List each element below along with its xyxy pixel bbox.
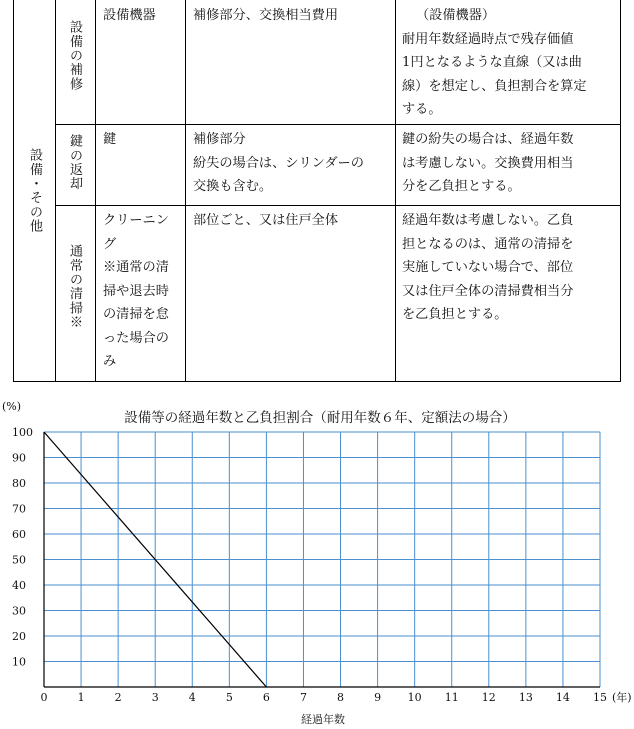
note-line: 担となるのは、通常の清掃を	[402, 236, 574, 252]
y-tick-label: 50	[12, 553, 26, 567]
y-tick-labels	[12, 426, 33, 669]
y-tick-label: 80	[12, 477, 26, 490]
row-item: 設備機器	[103, 8, 156, 23]
row-group-label: 鍵の返却	[67, 134, 82, 191]
row-unit: 部位ごと、又は住戸全体	[193, 213, 339, 228]
x-axis-label: 経過年数	[301, 713, 345, 726]
note-line: 分を乙負担とする。	[402, 179, 521, 194]
y-tick-label: 20	[12, 630, 26, 643]
table-border-right	[620, 0, 621, 382]
note-line: 実施していない場合で、部位	[402, 260, 574, 275]
x-tick-label: 13	[518, 691, 533, 704]
item-line: クリーニン	[103, 213, 169, 228]
item-line: った場合の	[103, 330, 169, 346]
row-note	[402, 128, 617, 199]
chart-title: 設備等の経過年数と乙負担割合（耐用年数６年、定額法の場合）	[124, 410, 516, 426]
item-line: み	[103, 354, 117, 369]
row-note	[402, 4, 617, 122]
x-tick-label: 7	[299, 691, 307, 704]
item-line: 掃や退去時	[103, 283, 169, 299]
note-line: する。	[402, 102, 442, 117]
note-line: を乙負担とする。	[402, 307, 508, 322]
chart-grid	[44, 432, 600, 687]
x-tick-labels	[41, 691, 608, 704]
note-line: 線）を想定し、負担割合を算定	[402, 78, 587, 94]
note-line: 耐用年数経過時点で残存価値	[402, 31, 574, 47]
unit-line: 紛失の場合は、シリンダーの	[193, 155, 364, 171]
item-line: グ	[103, 236, 117, 252]
y-tick-label: 30	[12, 604, 26, 618]
x-tick-label: 12	[481, 691, 496, 704]
note-line: （設備機器）	[416, 8, 496, 23]
row-item	[103, 209, 183, 374]
x-tick-label: 5	[225, 691, 233, 704]
row-group-label: 設備の補修	[67, 20, 82, 91]
y-tick-label: 90	[12, 451, 26, 465]
x-tick-label: 3	[151, 691, 159, 704]
table-divider	[395, 0, 396, 382]
row-group-label: 通常の清掃※	[67, 244, 82, 330]
equipment-table	[13, 0, 621, 382]
row-unit: 補修部分、交換相当費用	[193, 8, 339, 23]
row-unit	[193, 128, 393, 199]
x-tick-label: 8	[337, 691, 345, 704]
y-tick-label: 70	[12, 502, 26, 516]
table-border-left	[13, 0, 14, 382]
note-line: 1円となるような直線（又は曲	[402, 55, 582, 70]
x-tick-label: 9	[374, 691, 382, 704]
unit-line: 補修部分	[193, 132, 246, 147]
x-tick-label: 14	[555, 691, 570, 704]
x-tick-label: 6	[262, 691, 270, 704]
x-tick-label: 4	[188, 691, 196, 704]
y-tick-label: 60	[12, 528, 26, 541]
table-divider	[95, 0, 96, 382]
table-divider	[55, 124, 621, 125]
unit-line: 交換も含む。	[193, 179, 273, 194]
x-tick-label: 15	[593, 691, 607, 704]
row-note	[402, 209, 617, 327]
x-axis-unit: (年)	[612, 691, 632, 704]
table-divider	[55, 0, 56, 382]
x-tick-label: 10	[407, 691, 422, 704]
x-tick-label: 2	[114, 691, 122, 704]
table-divider	[185, 0, 186, 382]
x-tick-label: 0	[40, 691, 48, 704]
item-line: の清掃を怠	[103, 307, 169, 322]
item-line: ※通常の清	[103, 260, 169, 275]
category-label: 設備・その他	[27, 148, 42, 234]
note-line: 鍵の紛失の場合は、経過年数	[402, 132, 574, 147]
depreciation-chart	[0, 392, 634, 729]
x-tick-label: 11	[444, 691, 459, 704]
y-axis-unit: (%)	[2, 400, 22, 413]
table-border-bottom	[13, 381, 621, 382]
row-item: 鍵	[103, 132, 117, 147]
y-tick-label: 100	[12, 426, 33, 439]
y-tick-label: 40	[12, 579, 26, 592]
note-line: は考慮しない。交換費用相当	[402, 155, 574, 171]
y-tick-label: 10	[12, 655, 26, 669]
table-divider	[55, 205, 621, 206]
x-tick-label: 1	[77, 691, 85, 704]
note-line: 又は住戸全体の清掃費相当分	[402, 283, 574, 299]
note-line: 経過年数は考慮しない。乙負	[402, 213, 574, 228]
